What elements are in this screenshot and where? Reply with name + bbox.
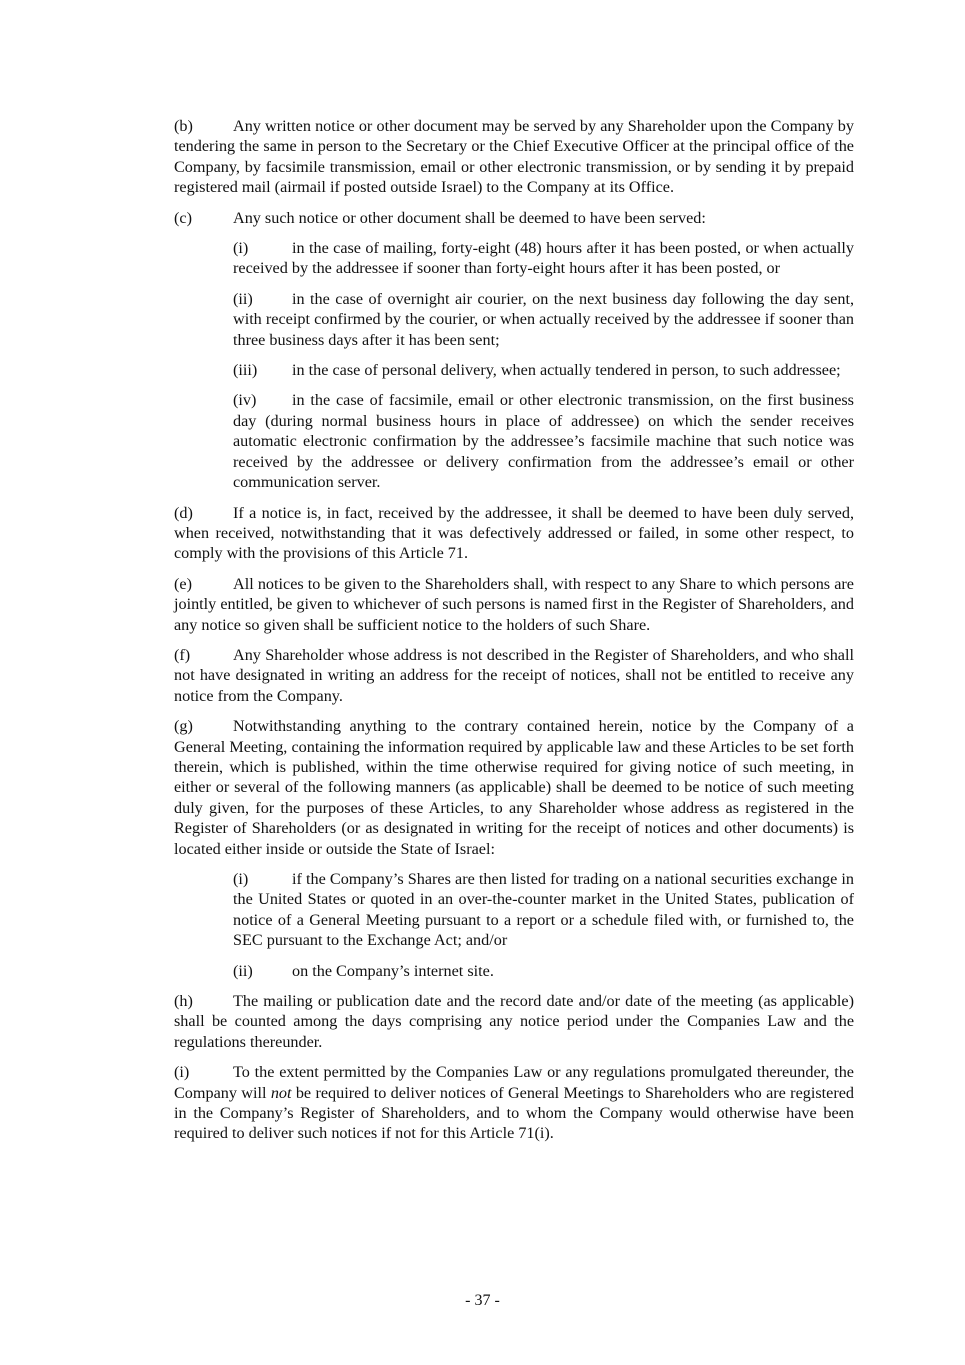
subparagraph-text: in the case of overnight air courier, on the next business day following the day sent, with receipt confirmed by the courier, or when actually received by the addressee if sooner than three business days after it has been sent; xyxy=(233,289,854,349)
subparagraph-text: in the case of mailing, forty-eight (48) hours after it has been posted, or when actually received by the addressee if sooner than forty-eight hours after it has been posted, or xyxy=(233,239,854,278)
subparagraph-label: (iv) xyxy=(233,391,257,410)
paragraph-text: Any such notice or other document shall be deemed to have been served: xyxy=(233,208,706,227)
paragraph-label: (e) xyxy=(174,574,192,593)
subparagraph-g-ii xyxy=(233,961,854,981)
subparagraph-c-i xyxy=(233,238,854,279)
subparagraph-text: in the case of personal delivery, when actually tendered in person, to such addressee; xyxy=(292,361,841,380)
paragraph-b xyxy=(174,116,854,198)
paragraph-label: (d) xyxy=(174,503,193,522)
paragraph-text: Any written notice or other document may be served by any Shareholder upon the Company by tendering the same in person to the Secretary or the Chief Executive Officer at the principal office of the Company, by facsimile transmission, email or other electronic transmission, or by sending it by prepaid registered mail (airmail if posted outside Israel) to the Company at its Office. xyxy=(174,117,854,197)
subparagraph-c-iii xyxy=(233,360,854,380)
subparagraph-label: (ii) xyxy=(233,961,253,980)
paragraph-label: (h) xyxy=(174,992,193,1011)
subparagraph-text: in the case of facsimile, email or other electronic transmission, on the first business day (during normal business hours in place of addressee) on which the sender receives automatic electronic confirmation by the addressee’s facsimile machine that such notice was received by the addressee or delivery confirmation from the addressee’s email or other communication server. xyxy=(233,391,854,492)
paragraph-text: The mailing or publication date and the record date and/or date of the meeting (as applicable) shall be counted among the days comprising any notice period under the Companies Law and the regulations thereunder. xyxy=(174,992,854,1051)
paragraph-h xyxy=(174,991,854,1052)
subparagraph-c-iv xyxy=(233,390,854,492)
paragraph-label: (b) xyxy=(174,117,193,135)
paragraph-label: (f) xyxy=(174,645,191,664)
paragraph-text-after: be required to deliver notices of General Meetings to Shareholders who are registered in the Company’s Register of Shareholders, and to whom the Company would otherwise have been required to deliver such notices if not for this Article 71(i). xyxy=(174,1083,854,1143)
paragraph-g xyxy=(174,716,854,859)
subparagraph-text: if the Company’s Shares are then listed for trading on a national securities exchange in the United States or quoted in an over-the-counter market in the United States, publication of notice of a General Meeting pursuant to a report or a schedule filed with, or furnished to, the SEC pursuant to the Exchange Act; and/or xyxy=(233,870,854,950)
paragraph-d xyxy=(174,503,854,564)
document-page xyxy=(174,116,854,1154)
paragraph-text: Any Shareholder whose address is not described in the Register of Shareholders, and who shall not have designated in writing an address for the receipt of notices, shall not be entitled to receive any notice from the Company. xyxy=(174,645,854,705)
paragraph-i xyxy=(174,1062,854,1144)
paragraph-label: (i) xyxy=(174,1063,190,1082)
subparagraph-label: (i) xyxy=(233,239,249,258)
paragraph-label: (c) xyxy=(174,208,192,227)
subparagraph-g-i xyxy=(233,869,854,951)
paragraph-text-emphasis: not xyxy=(270,1083,292,1102)
paragraph-label: (g) xyxy=(174,717,193,736)
paragraph-e xyxy=(174,574,854,635)
paragraph-c xyxy=(174,208,854,228)
paragraph-text: Notwithstanding anything to the contrary contained herein, notice by the Company of a General Meeting, containing the information required by applicable law and these Articles to be set forth therein, which is published, within the time otherwise required for giving notice of such meeting, in either or several of the following manners (as applicable) shall be deemed to be notice of such meeting duly given, for the purposes of these Articles, to any Shareholder whose address as registered in the Register of Shareholders (or as designated in writing for the receipt of notices and other documents) is located either inside or outside the State of Israel: xyxy=(174,717,854,858)
paragraph-text: All notices to be given to the Shareholders shall, with respect to any Share to which persons are jointly entitled, be given to whichever of such persons is named first in the Register of Shareholders, and any notice so given shall be sufficient notice to the holders of such Share. xyxy=(174,574,854,634)
paragraph-text: If a notice is, in fact, received by the addressee, it shall be deemed to have been duly served, when received, notwithstanding that it was defectively addressed or failed, in some other respect, to comply with the provisions of this Article 71. xyxy=(174,503,854,563)
subparagraph-text: on the Company’s internet site. xyxy=(292,961,494,980)
subparagraph-label: (iii) xyxy=(233,361,258,380)
paragraph-f xyxy=(174,645,854,706)
paragraph-text-before: To the extent permitted by the Companies Law or any regulations promulgated thereunder, the Company will xyxy=(174,1063,854,1102)
subparagraph-label: (i) xyxy=(233,870,249,888)
page-number: - 37 - xyxy=(465,1292,500,1309)
subparagraph-label: (ii) xyxy=(233,289,253,308)
subparagraph-c-ii xyxy=(233,289,854,350)
